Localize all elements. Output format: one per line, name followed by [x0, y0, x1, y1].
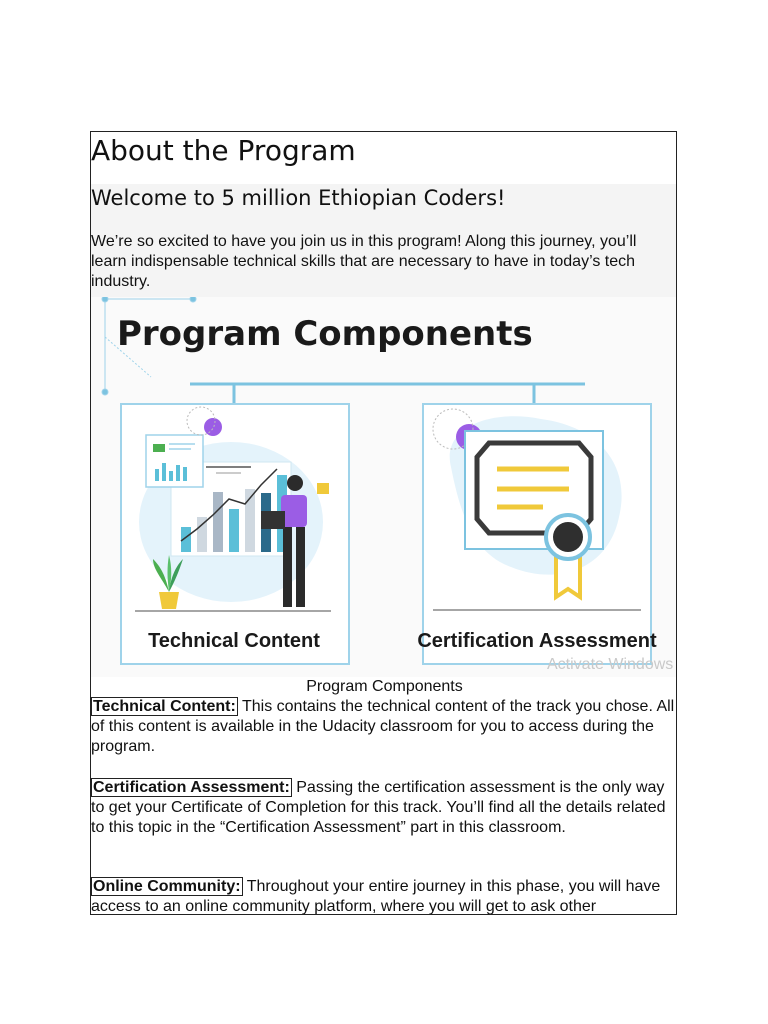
technical-content-label: Technical Content: [148, 630, 320, 652]
certification-assessment-label: Certification Assessment: [417, 630, 657, 652]
section-online-community: [91, 877, 676, 915]
figure-caption: Program Components: [306, 678, 463, 695]
section-text: This contains the technical content of the track you chose. All of this content is available in the Udacity classroom for you to access during the program.: [91, 698, 675, 755]
program-components-figure: [91, 297, 677, 677]
figure-heading: Program Components: [117, 314, 533, 354]
certification-assessment-card: [417, 404, 657, 664]
section-technical-content: [91, 697, 676, 757]
document-page: [90, 131, 677, 915]
technical-content-card: [121, 404, 349, 664]
page-title: About the Program: [91, 134, 356, 167]
section-text: Throughout your entire journey in this phase, you will have access to an online community platform, where you will get to ask other: [91, 878, 661, 915]
intro-paragraph: We’re so excited to have you join us in this program! Along this journey, you’ll learn indispensable technical skills that are necessary to have in today’s tech industry.: [91, 233, 637, 290]
activate-windows-watermark: Activate Windows: [547, 656, 674, 673]
term-technical-content: Technical Content:: [93, 698, 236, 715]
page-subtitle: Welcome to 5 million Ethiopian Coders!: [91, 186, 506, 210]
section-certification-assessment: [91, 778, 676, 838]
section-text: Passing the certification assessment is the only way to get your Certificate of Completion for this track. You’ll find all the details related to this topic in the “Certification Assessment” part in this classroom.: [91, 779, 666, 836]
term-online-community: Online Community:: [93, 878, 241, 895]
program-components-illustration: [91, 297, 677, 677]
term-certification-assessment: Certification Assessment:: [93, 779, 290, 796]
connector-lines: [190, 384, 585, 403]
